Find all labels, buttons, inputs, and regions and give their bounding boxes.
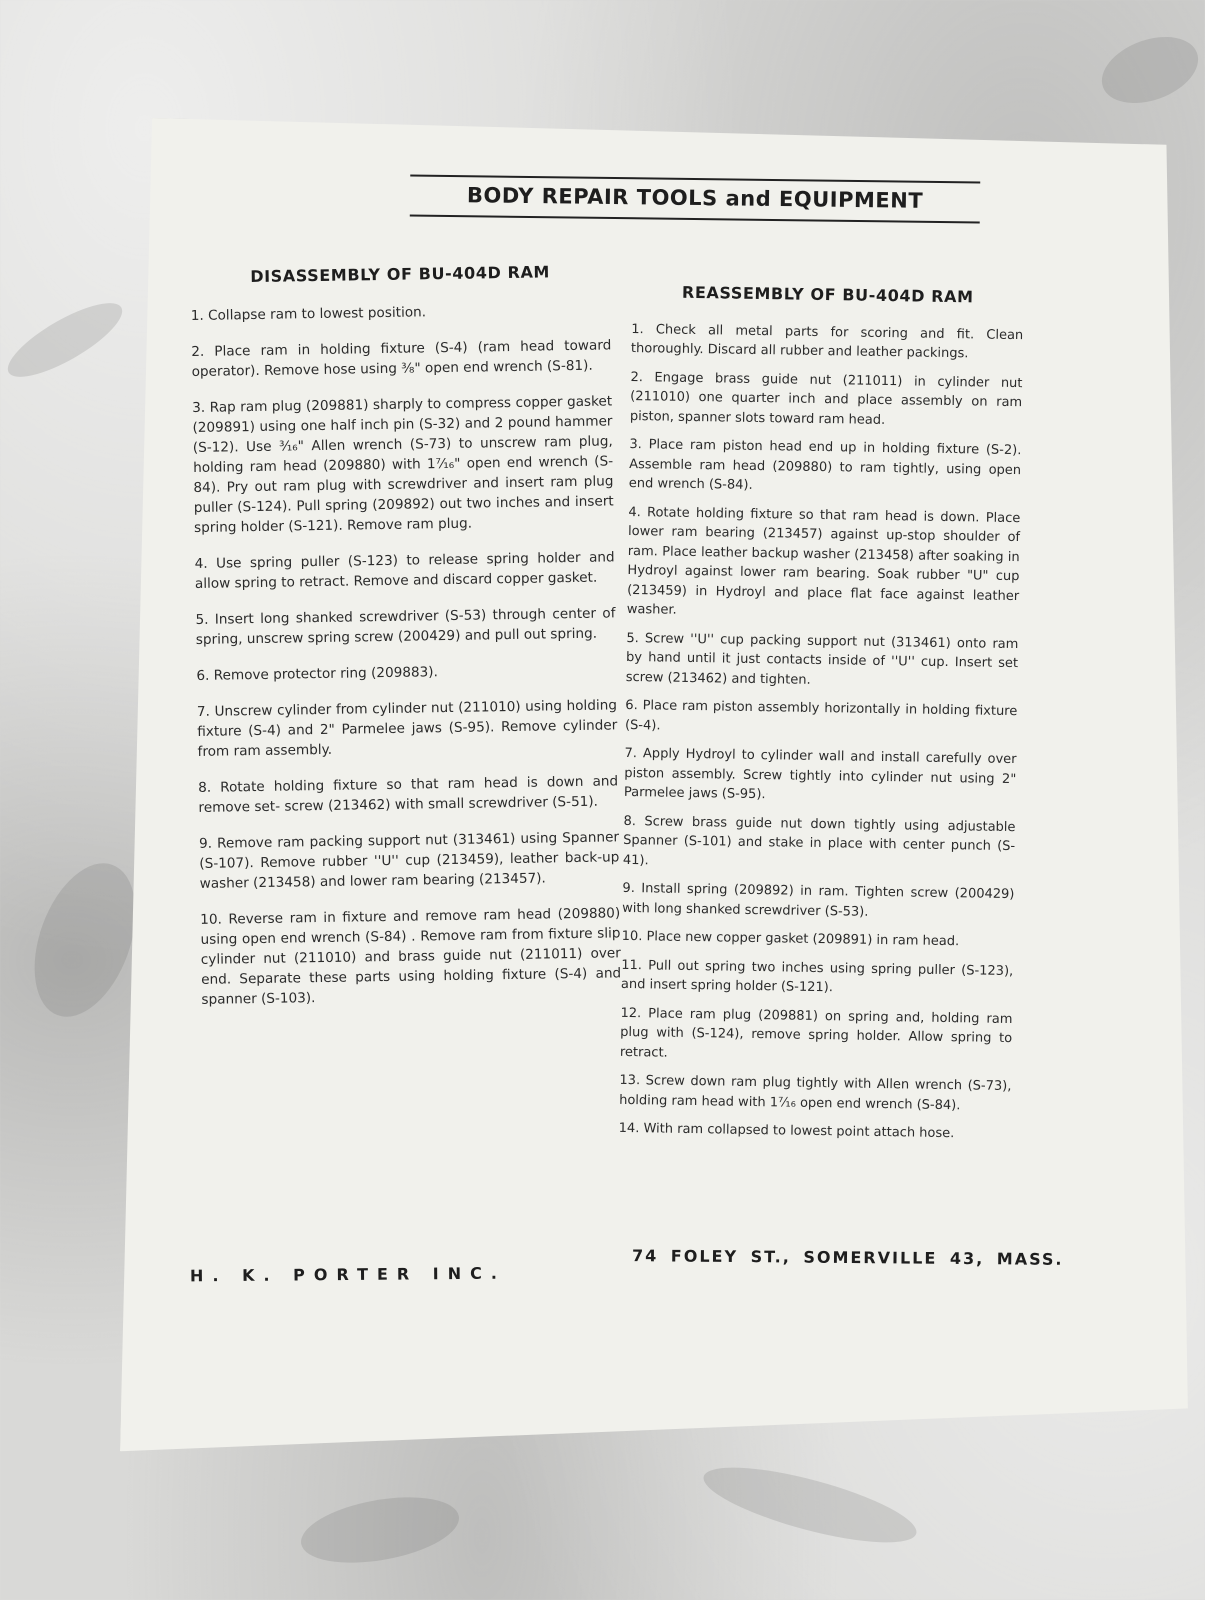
marble-vein [296,1487,464,1574]
disassembly-step: 8. Rotate holding fixture so that ram head is down and remove set- screw (213462) with small screwdriver (S-51). [198,773,619,816]
company-name: H. K. PORTER INC. [189,1263,506,1286]
marble-vein [1093,25,1205,116]
reassembly-step: 8. Screw brass guide nut down tightly using adjustable Spanner (S-101) and stake in place with center punch (S-41). [622,813,1016,868]
reassembly-step: 12. Place ram plug (209881) on spring and, holding ram plug with (S-124), remove spring holder. Allow spring to retract. [619,1005,1013,1061]
reassembly-step: 14. With ram collapsed to lowest point attach hose. [618,1120,955,1142]
disassembly-step: 2. Place ram in holding fixture (S-4) (ram head toward operator). Remove hose using ⅜" open end wrench (S-81). [191,337,612,380]
reassembly-heading: REASSEMBLY OF BU-404D RAM [681,282,974,307]
reassembly-step: 1. Check all metal parts for scoring and fit. Clean thoroughly. Discard all rubber and leather packings. [630,321,1024,362]
disassembly-step: 1. Collapse ram to lowest position. [190,304,427,324]
disassembly-column [190,261,622,1026]
marble-vein [697,1452,922,1557]
header-banner [410,175,980,224]
disassembly-step: 10. Reverse ram in fixture and remove ram head (209880) using open end wrench (S-84) . Remove ram from fixture slip cylinder nut (211010) and brass guide nut (211011) over end. Separate these parts using holding fixture (S-4) and spanner (S-103). [200,905,622,1008]
reassembly-step: 3. Place ram piston head end up in holding fixture (S-2). Assemble ram head (209880) to ram tightly, using open end wrench (S-84). [628,436,1022,493]
reassembly-step: 10. Place new copper gasket (209891) in ram head. [621,928,960,950]
reassembly-step: 5. Screw ''U'' cup packing support nut (313461) onto ram by hand until it just contacts inside of ''U'' cup. Insert set screw (213462) and tighten. [625,630,1019,688]
disassembly-step: 6. Remove protector ring (209883). [196,664,439,684]
reassembly-step: 13. Screw down ram plug tightly with Allen wrench (S-73), holding ram head with 1⁷⁄₁₆ open end wrench (S-84). [619,1072,1012,1113]
reassembly-step: 9. Install spring (209892) in ram. Tighten screw (200429) with long shanked screwdriver (S-53). [622,880,1015,920]
reassembly-step: 11. Pull out spring two inches using spring puller (S-123), and insert spring holder (S-121). [620,957,1014,996]
disassembly-step: 5. Insert long shanked screwdriver (S-53) through center of spring, unscrew spring screw (200429) and pull out spring. [195,605,616,648]
page-title: BODY REPAIR TOOLS and EQUIPMENT [466,183,924,213]
disassembly-heading: DISASSEMBLY OF BU-404D RAM [250,262,551,287]
marble-vein [0,290,131,390]
company-address: 74 FOLEY ST., SOMERVILLE 43, MASS. [631,1246,1064,1269]
disassembly-step: 7. Unscrew cylinder from cylinder nut (211010) using holding fixture (S-4) and 2" Parmelee jaws (S-95). Remove cylinder from ram assembly. [196,697,618,760]
disassembly-step: 3. Rap ram plug (209881) sharply to compress copper gasket (209891) using one half inch pin (S-32) and 2 pound hammer (S-12). Use ³⁄₁₆" Allen wrench (S-73) to unscrew ram plug, holding ram head (209880) with 1⁷⁄₁₆" open end wrench (S-84). Pry out ram plug with screwdriver and insert ram plug puller (S-124). Pull spring (209892) out two inches and insert spring holder (S-121). Remove ram plug. [192,393,614,536]
reassembly-step: 4. Rotate holding fixture so that ram head is down. Place lower ram bearing (213457) against up-stop shoulder of ram. Place leather backup washer (213458) after soaking in Hydroyl against lower ram bearing. Soak rubber "U" cup (213459) in Hydroyl and place flat face against leather washer. [626,504,1021,618]
reassembly-step: 7. Apply Hydroyl to cylinder wall and install carefully over piston assembly. Screw tightly into cylinder nut using 2" Parmelee jaws (S-95). [623,745,1017,803]
reassembly-step: 6. Place ram piston assembly horizontally in holding fixture (S-4). [624,697,1018,734]
disassembly-step: 9. Remove ram packing support nut (313461) using Spanner (S-107). Remove rubber ''U'' cup (213459), leather back-up washer (213458) and lower ram bearing (213457). [198,829,620,892]
disassembly-step: 4. Use spring puller (S-123) to release spring holder and allow spring to retract. Remove and discard copper gasket. [194,549,615,592]
reassembly-step: 2. Engage brass guide nut (211011) in cylinder nut (211010) one quarter inch and place assembly on ram piston, spanner slots toward ram head. [629,369,1023,428]
reassembly-column [618,282,1024,1154]
